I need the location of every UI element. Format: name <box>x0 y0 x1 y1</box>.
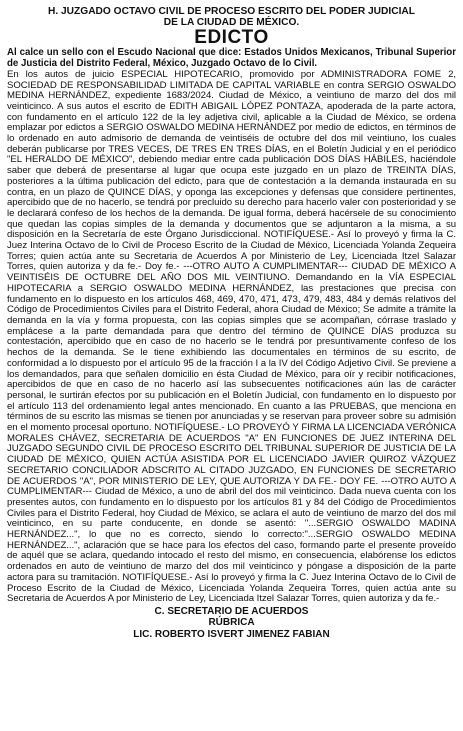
signature-name: LIC. ROBERTO ISVERT JIMENEZ FABIAN <box>133 628 330 640</box>
notice-title: EDICTO <box>194 27 269 48</box>
notice-body: En los autos de juicio ESPECIAL HIPOTECARIO, promovido por ADMINISTRADORA FOME 2, SOCIEDAD DE RESPONSABILIDAD LIMITADA DE CAPITAL VARIABLE en contra SERGIO OSWALDO MEDINA HERNÁNDEZ, expediente 1683/2024. Ciudad de México, a veintiuno de marzo del dos mil veinticinco. A sus autos el escrito de EDITH ABIGAIL LÓPEZ PONTAZA, apoderada de la parte actora, con fundamento en el artículo 122 de la ley adjetiva civil, aplicable a la Ciudad de México, se ordena emplazar por edictos a SERGIO OSWALDO MEDINA HERNÁNDEZ por medio de edictos, en términos de lo ordenado en auto admisorio de demanda de veintiséis de octubre del dos mil veintiuno, los cuales deberán publicarse por TRES VECES, DE TRES EN TRES DÍAS, en el Boletín Judicial y en el periódico "EL HERALDO DE MÉXICO", debiendo mediar entre cada publicación DOS DÍAS HÁBILES, haciéndole saber que deberá de presentarse al lugar que ocupa este juzgado en un plazo de TREINTA DÍAS, posteriores a la última publicación del edicto, para que de contestación a la demanda instaurada en su contra, en un plazo de QUINCE DÍAS, y oponga las excepciones y defensas que considere pertinentes, apercibido que de no hacerlo, se tendrá por precluido su derecho para hacerlo valer con posterioridad y se le declarará confeso de los hechos de la demanda. De igual forma, deberá hacérsele de su conocimiento que quedan las copias simples de la demanda y documentos que se adjuntaron a la misma, a su disposición en la Secretaría de este Órgano Jurisdiccional. NOTIFÍQUESE.- Así lo proveyó y firma la C. Juez Interina Octavo de lo Civil de Proceso Escrito de la Ciudad de México, Licenciada Yolanda Zequeira Torres; quien actúa ante su Secretaria de Acuerdos A por Ministerio de Ley, Licenciada Itzel Salazar Torres, quien autoriza y da fe.- Doy fe.- ---OTRO AUTO A CUMPLIMENTAR--- CIUDAD DE MÉXICO A VEINTISÉIS DE OCTUBRE DEL AÑO DOS MIL VEINTIUNO. Demandando en la VÍA ESPECIAL HIPOTECARIA a SERGIO OSWALDO MEDINA HERNÁNDEZ, las prestaciones que precisa con fundamento en lo dispuesto en los artículos 468, 469, 470, 471, 473, 479, 483, 484 y demás relativos del Código de Procedimientos Civiles para el Distrito Federal, ahora Ciudad de México; Se admite a trámite la demanda en la vía y forma propuesta, con las copias simples que se acompañan, córrase traslado y emplácese a la parte demandada para que dentro del término de QUINCE DÍAS produzca su contestación, apercibido que en caso de no hacerlo se le tendrá por presuntivamente confeso de los hechos de la demanda. Se le tiene exhibiendo las documentales en términos de su escrito, de conformidad a lo dispuesto por el artículo 95 de la fracción I a la IV del Código Adjetivo Civil. Se previene a los demandados, para que señalen domicilio en ésta Ciudad de México, para oír y recibir notificaciones, apercibidos de que en caso de no hacerlo así las subsecuentes notificaciones aún las de carácter personal, le surtirán efectos por su publicación en el Boletín Judicial, con fundamento en lo dispuesto por el artículo 113 del ordenamiento legal antes mencionado. En cuanto a las PRUEBAS, que menciona en términos de su escrito las mismas se tienen por anunciadas y se reservan para proveer sobre su admisión en el momento procesal oportuno. NOTIFÍQUESE.- LO PROVEYÓ Y FIRMA LA LICENCIADA VERÓNICA MORALES CHÁVEZ, SECRETARIA DE ACUERDOS "A" EN FUNCIONES DE JUEZ INTERINA DEL JUZGADO SEGUNDO CIVIL DE PROCESO ESCRITO DEL TRIBUNAL SUPERIOR DE JUSTICIA DE LA CIUDAD DE MÉXICO, QUIEN ACTÚA ASISTIDA POR EL LICENCIADO JAVIER QUIROZ VÁZQUEZ SECRETARIO CONCILIADOR ADSCRITO AL CITADO JUZGADO, EN FUNCIONES DE SECRETARIO DE ACUERDOS "A", POR MINISTERIO DE LEY, QUE AUTORIZA Y DA FE.- DOY FE. ---OTRO AUTO A CUMPLIMENTAR--- Ciudad de México, a uno de abril del dos mil veinticinco. Dada nueva cuenta con los presentes autos, con fundamento en lo dispuesto por los artículos 81 y 84 del Código de Procedimientos Civiles para el Distrito Federal, hoy Ciudad de México, se aclara el auto de veintiuno de marzo del dos mil veinticinco, en su parte conducente, en donde se asentó: "...SERGIO OSWALDO MADINA HERNÁNDEZ...", lo que no es correcto, siendo lo correcto:"...SERGIO OSWALDO MEDINA HERNÁNDEZ...", aclaración que se hace para los efectos del caso, formando parte el presente proveído de aquél que se aclara, quedando intocado el resto del mismo, en consecuencia, elabórense los edictos ordenados en auto de veintiuno de marzo del dos mil veinticinco y póngase a disposición de la parte actora para su tramitación. NOTIFÍQUESE.- Así lo proveyó y firma la C. Juez Interina Octavo de lo Civil de Proceso Escrito de la Ciudad de México, Licenciada Yolanda Zequeira Torres, quien actúa ante su Secretaria de Acuerdos A por Ministerio de Ley, Licenciada Itzel Salazar Torres, quien autoriza y da fe.- <box>7 68 456 605</box>
signature-rubric: RÚBRICA <box>208 617 255 629</box>
seal-note: Al calce un sello con el Escudo Nacional que dice: Estados Unidos Mexicanos, Tribunal Superior de Justicia del Distrito Federal, México, Juzgado Octavo de lo Civil. <box>7 47 456 69</box>
court-header-line-2: DE LA CIUDAD DE MÉXICO. <box>163 17 300 28</box>
court-header-line-1: H. JUZGADO OCTAVO CIVIL DE PROCESO ESCRITO DEL PODER JUDICIAL <box>48 6 415 17</box>
signature-block <box>7 606 456 640</box>
signature-role: C. SECRETARIO DE ACUERDOS <box>154 605 309 617</box>
